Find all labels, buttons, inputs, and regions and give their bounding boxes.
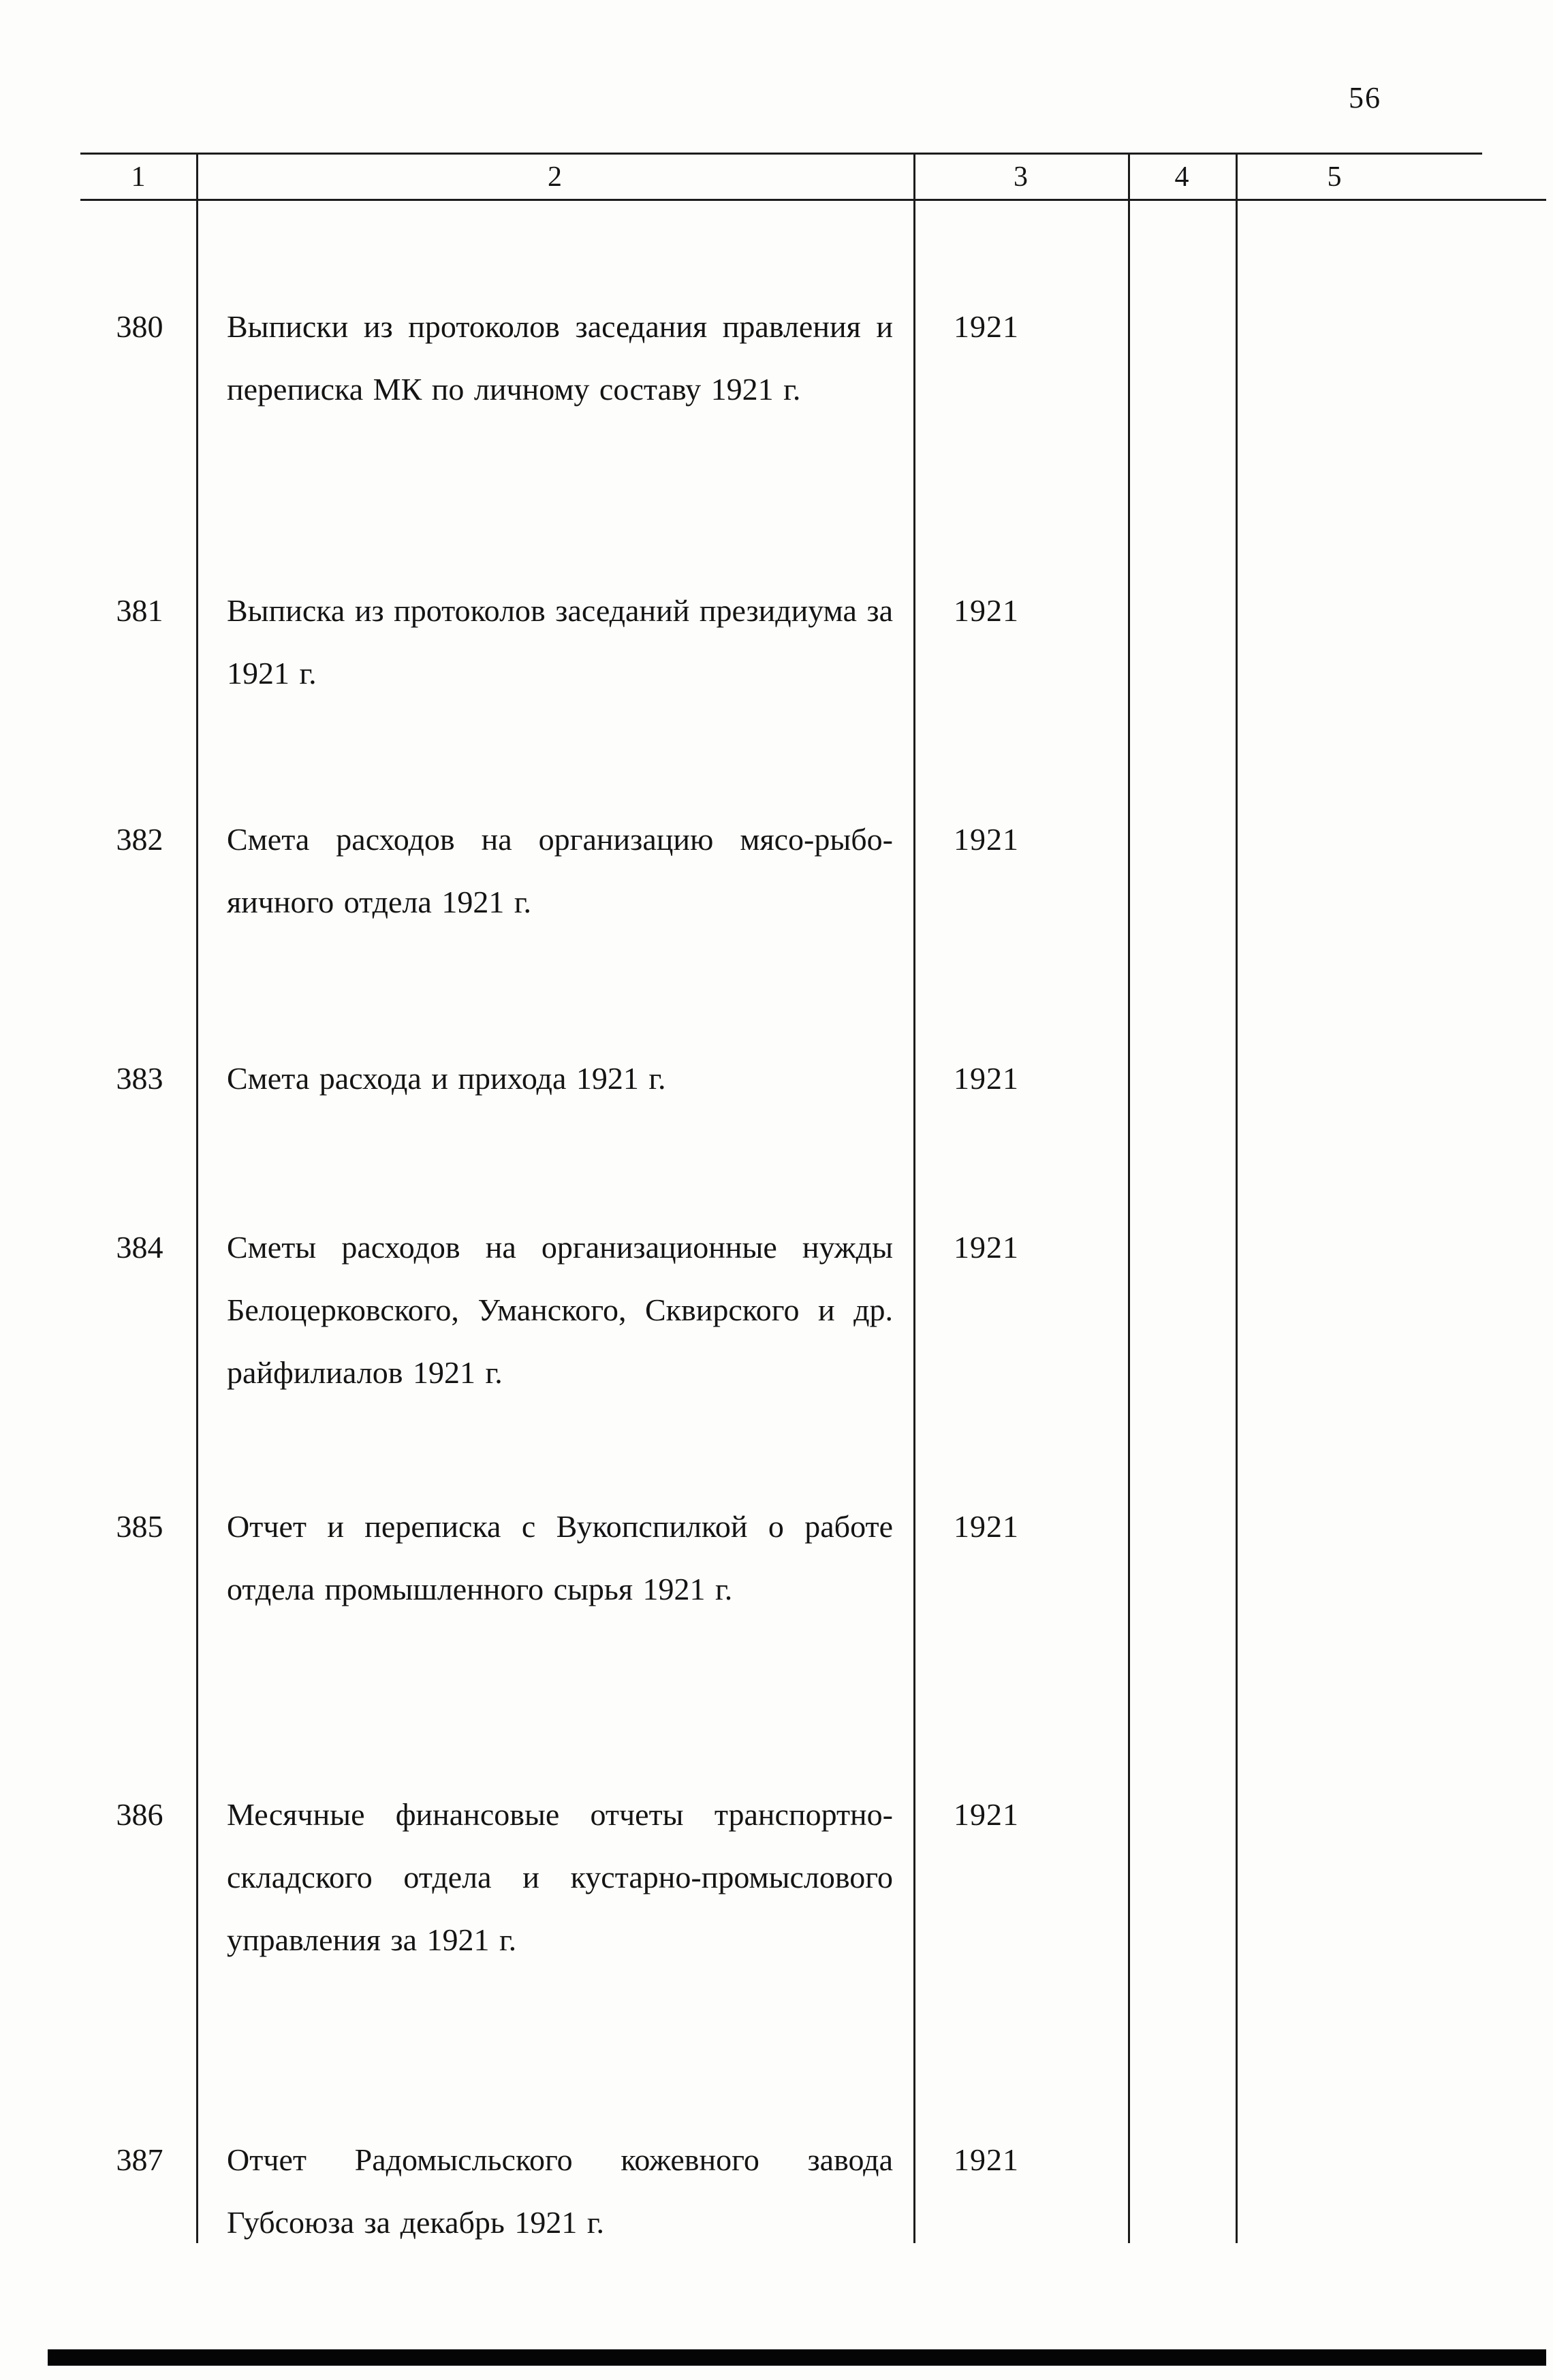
column-header-3: 3 <box>1014 161 1028 193</box>
row-year: 1921 <box>954 593 1019 628</box>
row-number: 384 <box>116 1230 163 1265</box>
row-number: 387 <box>116 2142 163 2177</box>
table-top-rule <box>80 153 1482 155</box>
row-number: 383 <box>116 1061 163 1096</box>
row-number: 385 <box>116 1509 163 1544</box>
row-number: 380 <box>116 309 163 344</box>
column-rule-2 <box>913 153 915 2243</box>
column-header-1: 1 <box>131 161 146 193</box>
page-number: 56 <box>1349 81 1381 114</box>
row-description: Сметы расходов на организационные нужды Белоцерковского, Уманского, Сквирского и др. райфилиалов 1921 г. <box>227 1230 893 1390</box>
row-year: 1921 <box>954 1061 1019 1096</box>
column-header-4: 4 <box>1174 161 1189 193</box>
column-rule-4 <box>1236 153 1238 2243</box>
row-description: Месячные финансовые отчеты транспортно-складского отдела и кустарно-промыслового управления за 1921 г. <box>227 1797 893 1957</box>
scan-edge-artifact <box>48 2349 1546 2366</box>
row-description: Отчет Радомысльского кожевного завода Губсоюза за декабрь 1921 г. <box>227 2142 893 2240</box>
column-header-5: 5 <box>1327 161 1342 193</box>
row-year: 1921 <box>954 1797 1019 1832</box>
row-description: Смета расходов на организацию мясо-рыбо-яичного отдела 1921 г. <box>227 822 893 919</box>
row-description: Смета расхода и прихода 1921 г. <box>227 1061 666 1096</box>
row-number: 382 <box>116 822 163 857</box>
row-year: 1921 <box>954 822 1019 857</box>
row-description: Выписка из протоколов заседаний президиума за 1921 г. <box>227 593 893 691</box>
header-underline-rule <box>80 199 1546 201</box>
row-number: 381 <box>116 593 163 628</box>
column-header-2: 2 <box>548 161 562 193</box>
row-number: 386 <box>116 1797 163 1832</box>
column-rule-3 <box>1128 153 1130 2243</box>
column-rule-1 <box>196 153 198 2243</box>
row-description: Выписки из протоколов заседания правления и переписка МК по личному составу 1921 г. <box>227 309 893 407</box>
row-year: 1921 <box>954 1230 1019 1265</box>
row-year: 1921 <box>954 1509 1019 1544</box>
row-year: 1921 <box>954 2142 1019 2177</box>
row-description: Отчет и переписка с Вукопспилкой о работе отдела промышленного сырья 1921 г. <box>227 1509 893 1606</box>
row-year: 1921 <box>954 309 1019 344</box>
